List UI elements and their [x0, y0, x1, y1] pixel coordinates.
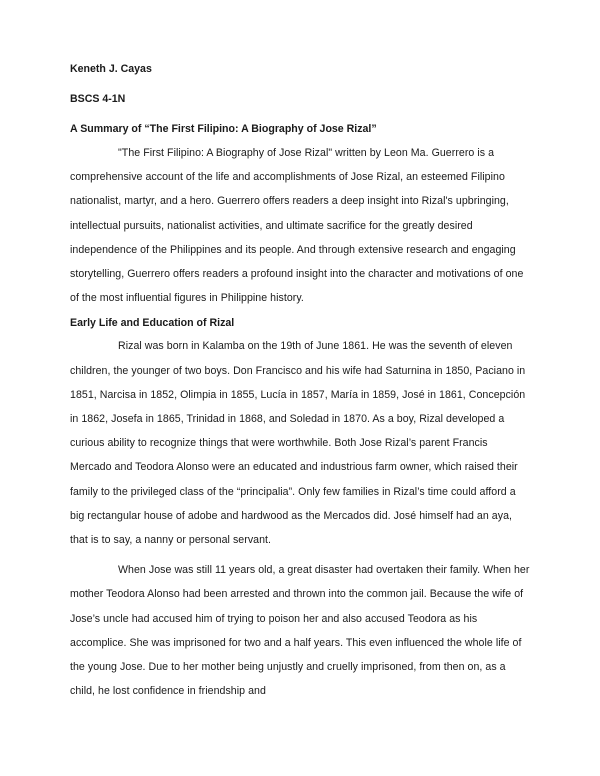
early-life-paragraph-1: Rizal was born in Kalamba on the 19th of June 1861. He was the seventh of eleven children, the younger of two boys. Don Francisco and his wife had Saturnina in 1850, Paciano in 1851, Narcisa in 1852, Olimpia in 1855, Lucía in 1857, María in 1859, José in 1861, Concepción in 1862, Josefa in 1865, Trinidad in 1868, and Soledad in 1870. As a boy, Rizal developed a curious ability to recognize things that were worthwhile. Both Jose Rizal’s parent Francis Mercado and Teodora Alonso were an educated and industrious farm owner, which raised their family to the privileged class of the “principalia”. Only few families in Rizal’s time could afford a big rectangular house of adobe and hardwood as the Mercados did. José himself had an aya, that is to say, a nanny or personal servant. [70, 340, 526, 547]
class-section: BSCS 4-1N [70, 93, 126, 105]
author-name: Keneth J. Cayas [70, 63, 152, 75]
early-life-paragraph-2: When Jose was still 11 years old, a great disaster had overtaken their family. When her mother Teodora Alonso had been arrested and thrown into the common jail. Because the wife of Jose’s uncle had accused him of trying to poison her and also accused Teodora as his accomplice. She was imprisoned for two and a half years. This even influenced the whole life of the young Jose. Due to her mother being unjustly and cruelly imprisoned, from then on, as a child, he lost confidence in friendship and [70, 564, 530, 698]
document-page [70, 62, 530, 703]
intro-paragraph: "The First Filipino: A Biography of Jose Rizal" written by Leon Ma. Guerrero is a comprehensive account of the life and accomplishments of Jose Rizal, an esteemed Filipino nationalist, martyr, and a hero. Guerrero offers readers a deep insight into Rizal's upbringing, intellectual pursuits, nationalist activities, and ultimate sacrifice for the greatly desired independence of the Philippines and its people. And through extensive research and engaging storytelling, Guerrero offers readers a profound insight into the character and motivations of one of the most influential figures in Philippine history. [70, 147, 524, 305]
section-heading-early-life: Early Life and Education of Rizal [70, 317, 235, 330]
document-title: A Summary of “The First Filipino: A Biography of Jose Rizal” [70, 123, 377, 135]
